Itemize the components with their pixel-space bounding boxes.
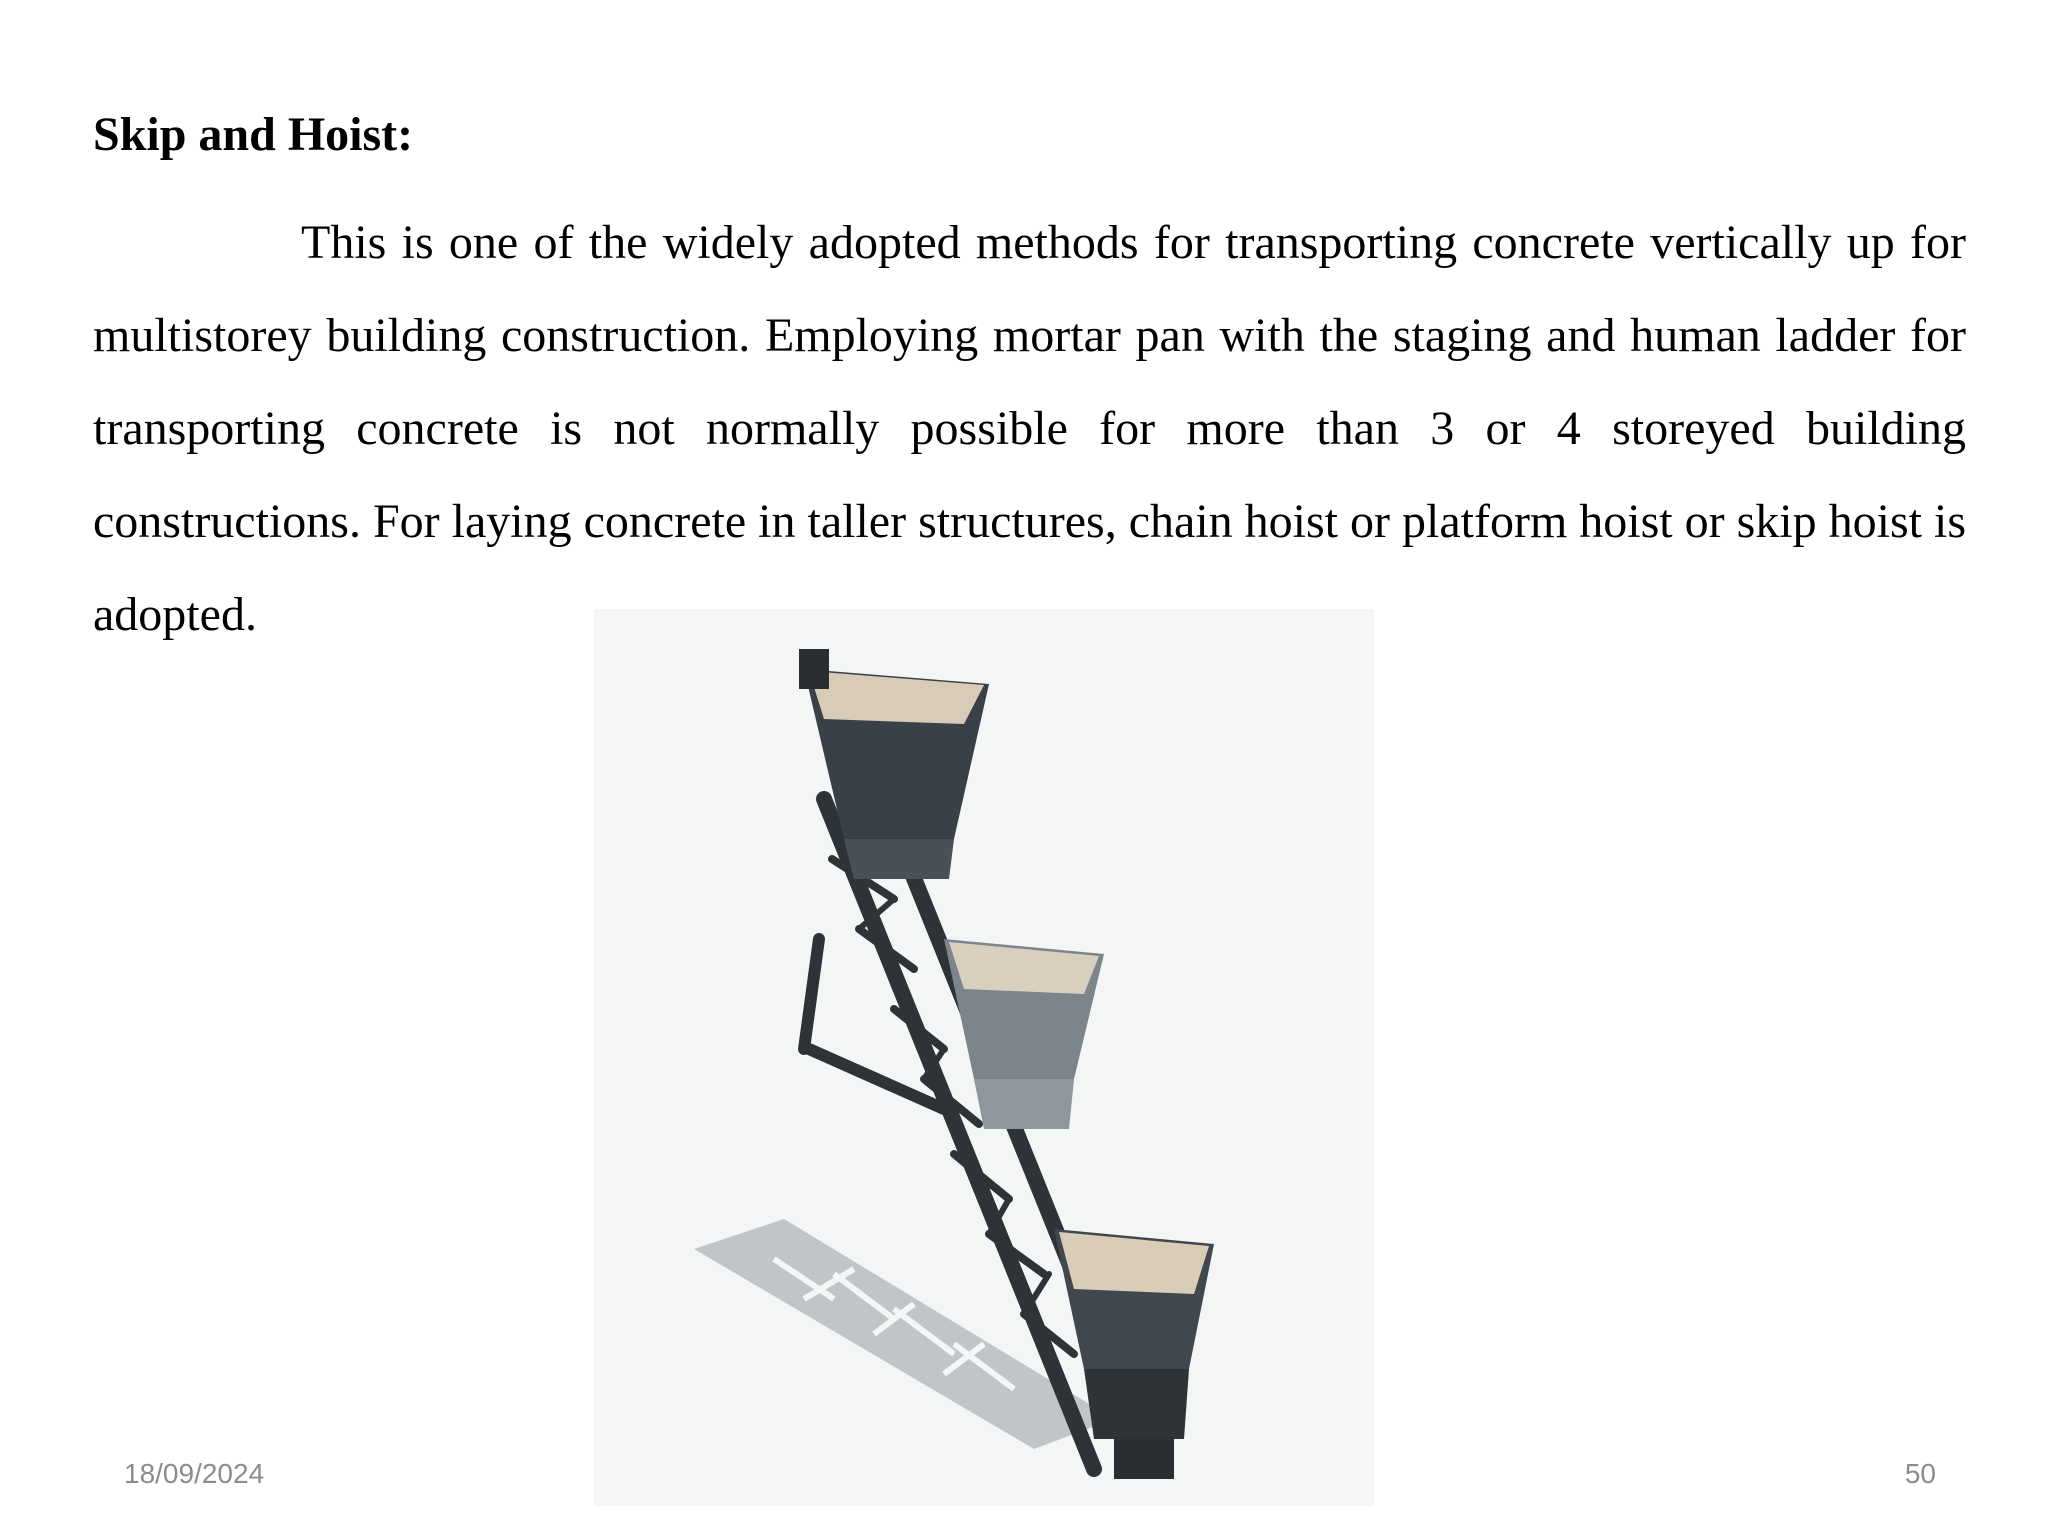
slide-heading: Skip and Hoist: — [93, 108, 414, 161]
footer-date: 18/09/2024 — [124, 1458, 265, 1489]
skip-hoist-image — [594, 609, 1374, 1506]
body-paragraph: This is one of the widely adopted methods for transporting concrete vertically up for multistorey building construction. Employing mortar pan with the staging and human ladder for transporting concrete is not normally possible for more than 3 or 4 storeyed building constructions. For laying concrete in taller structures, chain hoist or platform hoist or skip hoist is adopted. — [93, 216, 1966, 641]
middle-skip-bucket — [944, 939, 1104, 1129]
page-number: 50 — [1904, 1458, 1936, 1489]
top-skip-bucket — [799, 649, 989, 879]
skip-hoist-icon — [594, 609, 1374, 1506]
